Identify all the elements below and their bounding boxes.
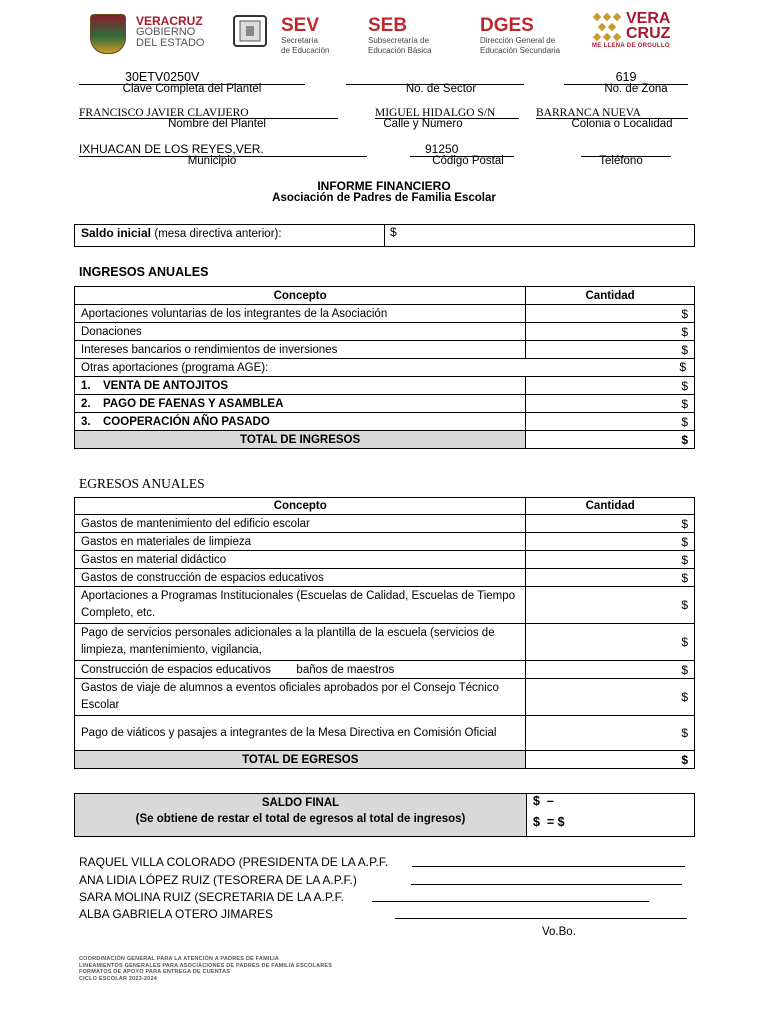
otras-aportaciones-row: [75, 359, 695, 377]
saldo-inicial-divider: [384, 225, 385, 246]
ingresos-table: [74, 286, 695, 449]
municipio-label: Municipio: [187, 155, 237, 167]
egreso-concepto: Gastos de viaje de alumnos a eventos oficiales aprobados por el Consejo Técnico Escolar: [75, 679, 526, 716]
vera-cruz-line2: CRUZ: [626, 25, 671, 42]
seb-title: SEB: [368, 15, 408, 36]
ingreso-concepto: Intereses bancarios o rendimientos de inversiones: [75, 341, 526, 359]
zona-label: No. de Zona: [604, 83, 668, 95]
table-row: [75, 323, 695, 341]
vobo-label: Vo.Bo.: [542, 926, 576, 938]
firma-presidenta: RAQUEL VILLA COLORADO (PRESIDENTA DE LA A.P.F.: [79, 855, 389, 869]
firma-presidenta-line: [412, 866, 685, 867]
egreso-cantidad: $: [526, 716, 695, 751]
sev-line1: Secretaría: [281, 36, 318, 45]
calle-value: MIGUEL HIDALGO S/N: [375, 107, 496, 119]
vera-cruz-pattern-icon: [592, 12, 622, 42]
dges-line1: Dirección General de: [480, 36, 556, 45]
egresos-table: [74, 497, 695, 769]
footer-line3: FORMATOS DE APOYO PARA ENTREGA DE CUENTAS: [79, 969, 231, 975]
saldo-final-note: (Se obtiene de restar el total de egresos al total de ingresos): [135, 813, 466, 825]
egreso-concepto: Gastos de construcción de espacios educativos: [75, 569, 526, 587]
firma-tesorera: ANA LIDIA LÓPEZ RUIZ (TESORERA DE LA A.P.F.): [79, 873, 357, 887]
saldo-inicial-label: [81, 226, 282, 240]
ingreso-concepto: Donaciones: [75, 323, 526, 341]
nombre-label: Nombre del Plantel: [168, 118, 266, 130]
egresos-col-cantidad: Cantidad: [526, 498, 695, 515]
ingreso-cantidad: $: [526, 341, 695, 359]
saldo-inicial-box: [74, 224, 695, 247]
ingreso-cantidad: $: [526, 377, 695, 395]
table-row: [75, 569, 695, 587]
ingreso-cantidad: $: [526, 395, 695, 413]
egreso-concepto: Pago de viáticos y pasajes a integrantes de la Mesa Directiva en Comisión Oficial: [75, 716, 526, 751]
ingreso-concepto: Aportaciones voluntarias de los integrantes de la Asociación: [75, 305, 526, 323]
colonia-value: BARRANCA NUEVA: [536, 107, 641, 119]
ingreso-cantidad: $: [526, 305, 695, 323]
footer-line1: COORDINACIÓN GENERAL PARA LA ATENCIÓN A PADRES DE FAMILIA: [79, 956, 280, 962]
saldo-final-line2: $ = $: [533, 815, 565, 829]
vera-cruz-logo: [626, 11, 670, 41]
report-subtitle: Asociación de Padres de Familia Escolar: [272, 192, 496, 204]
otras-aportaciones-label: Otras aportaciones (programa AGE):: [81, 361, 269, 374]
egresos-total-label: TOTAL DE EGRESOS: [75, 751, 526, 769]
egresos-heading: EGRESOS ANUALES: [79, 476, 205, 491]
table-row: [75, 716, 695, 751]
ingreso-item-num: 1.: [81, 379, 91, 392]
saldo-final-label: SALDO FINAL: [261, 797, 340, 809]
dges-line2: Educación Secundaria: [480, 46, 561, 55]
egreso-cantidad: $: [526, 533, 695, 551]
seb-logo: [368, 16, 432, 56]
firma-secretaria-line: [372, 901, 649, 902]
egreso-cantidad: $: [526, 569, 695, 587]
calle-label: Calle y Número: [383, 118, 463, 130]
colonia-label: Colonia o Localidad: [571, 118, 673, 130]
colonia-field: [536, 105, 688, 119]
ingreso-item-concepto: COOPERACIÓN AÑO PASADO: [103, 415, 270, 428]
header-logos: [0, 0, 768, 60]
table-row: [75, 395, 695, 413]
table-row: [75, 341, 695, 359]
table-row: [75, 587, 695, 624]
dges-logo: [480, 16, 560, 56]
footer-line2: LINEAMIENTOS GENERALES PARA ASOCIACIONES DE PADRES DE FAMILIA ESCOLARES: [79, 962, 333, 969]
table-row: [75, 533, 695, 551]
report-title: INFORME FINANCIERO: [317, 179, 451, 193]
nombre-field: [79, 105, 338, 119]
clave-value: 30ETV0250V: [125, 70, 200, 84]
ingresos-col-concepto: Concepto: [75, 287, 526, 305]
ingreso-item: [75, 395, 526, 413]
ingreso-item: [75, 413, 526, 431]
egreso-concepto: Aportaciones a Programas Institucionales (Escuelas de Calidad, Escuelas de Tiempo Completo, etc.: [75, 587, 526, 624]
table-row: [75, 551, 695, 569]
sev-logo: [281, 16, 329, 56]
egreso-cantidad: $: [526, 551, 695, 569]
firma-tesorera-line: [411, 884, 682, 885]
ingreso-item-concepto: VENTA DE ANTOJITOS: [103, 379, 229, 392]
footer: [79, 956, 332, 982]
saldo-inicial-amount: $: [390, 225, 397, 239]
clave-label: Clave Completa del Plantel: [122, 83, 262, 95]
egreso-concepto: Gastos en material didáctico: [75, 551, 526, 569]
sev-title: SEV: [281, 15, 320, 36]
table-row: [75, 679, 695, 716]
veracruz-gob-line1: VERACRUZ: [136, 14, 203, 28]
veracruz-gob-line3: DEL ESTADO: [136, 37, 205, 49]
egreso-cantidad: $: [526, 587, 695, 624]
ingresos-heading: INGRESOS ANUALES: [79, 265, 209, 279]
ingreso-item-num: 2.: [81, 397, 91, 410]
saldo-inicial-label-rest: (mesa directiva anterior):: [154, 228, 282, 240]
veracruz-gob-line2: GOBIERNO: [136, 26, 196, 38]
table-row: [75, 377, 695, 395]
table-row: [75, 624, 695, 661]
saldo-inicial-label-bold: Saldo inicial: [81, 226, 152, 240]
calle-field: [375, 105, 519, 119]
table-row: [75, 515, 695, 533]
egreso-concepto: Gastos de mantenimiento del edificio escolar: [75, 515, 526, 533]
seb-line1: Subsecretaría de: [368, 36, 429, 45]
egreso-cantidad: $: [526, 679, 695, 716]
ingreso-item-num: 3.: [81, 415, 91, 428]
veracruz-gobierno-logo: [136, 16, 204, 49]
ingreso-cantidad: $: [526, 323, 695, 341]
egreso-cantidad: $: [526, 624, 695, 661]
egreso-concepto: Gastos en materiales de limpieza: [75, 533, 526, 551]
municipio-value: IXHUACAN DE LOS REYES,VER.: [79, 142, 264, 156]
vera-cruz-line1: VERA: [626, 10, 671, 27]
egresos-total-row: [75, 751, 695, 769]
ingreso-cantidad: $: [526, 413, 695, 431]
sev-emblem-icon: [228, 12, 272, 52]
sector-label: No. de Sector: [405, 83, 477, 95]
vera-cruz-slogan: ME LLENA DE ORGULLO: [592, 43, 670, 49]
egreso-cantidad: $: [526, 661, 695, 679]
ingreso-item-concepto: PAGO DE FAENAS Y ASAMBLEA: [103, 397, 284, 410]
egresos-header-row: [75, 498, 695, 515]
table-row: [75, 305, 695, 323]
egreso-cantidad: $: [526, 515, 695, 533]
otras-aportaciones-cantidad: $: [679, 360, 686, 374]
ingreso-item: [75, 377, 526, 395]
saldo-final-label-cell: [75, 794, 527, 836]
saldo-final-box: [74, 793, 695, 837]
dges-title: DGES: [480, 15, 534, 36]
firma-secretaria: SARA MOLINA RUIZ (SECRETARIA DE LA A.P.F.: [79, 890, 344, 904]
ingresos-header-row: [75, 287, 695, 305]
ingresos-total-label: TOTAL DE INGRESOS: [75, 431, 526, 449]
footer-line4: CICLO ESCOLAR 2023-2024: [79, 975, 157, 982]
cp-value: 91250: [425, 142, 459, 156]
table-row: [75, 413, 695, 431]
egresos-total-cantidad: $: [526, 751, 695, 769]
firma-vobo: ALBA GABRIELA OTERO JIMARES: [79, 907, 274, 921]
zona-value: 619: [615, 70, 637, 84]
firma-vobo-line: [395, 918, 687, 919]
ingresos-col-cantidad: Cantidad: [526, 287, 695, 305]
nombre-value: FRANCISCO JAVIER CLAVIJERO: [79, 107, 249, 119]
cp-label: Código Postal: [432, 155, 504, 167]
table-row: [75, 661, 695, 679]
egreso-concepto: Pago de servicios personales adicionales a la plantilla de la escuela (servicios de limpieza, mantenimiento, vigilancia,: [75, 624, 526, 661]
veracruz-shield-icon: [90, 14, 126, 54]
egresos-col-concepto: Concepto: [75, 498, 526, 515]
ingresos-total-cantidad: $: [526, 431, 695, 449]
otras-aportaciones-cell: [75, 359, 695, 377]
egreso-concepto: Construcción de espacios educativos baños de maestros: [75, 661, 526, 679]
ingresos-total-row: [75, 431, 695, 449]
saldo-final-line1: $ –: [533, 794, 554, 808]
telefono-label: Teléfono: [599, 155, 643, 167]
seb-line2: Educación Básica: [368, 46, 432, 55]
sev-line2: de Educación: [281, 46, 330, 55]
